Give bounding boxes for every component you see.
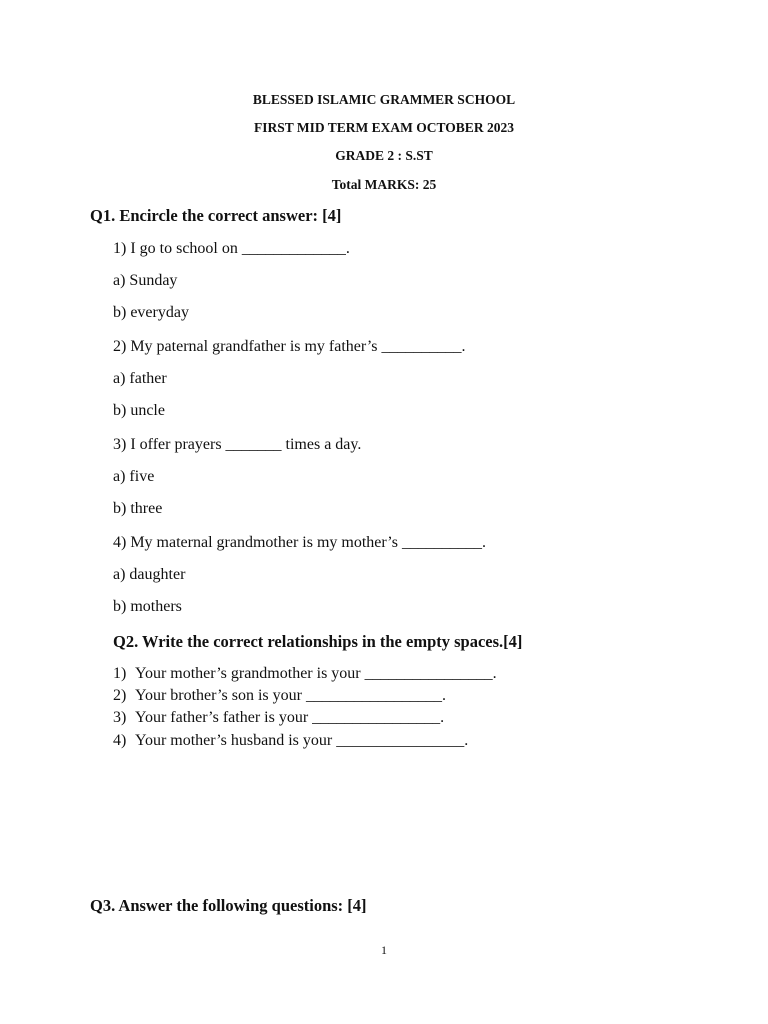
grade-subject: GRADE 2 : S.ST [335,148,433,163]
q2-item-4-number: 4) [113,732,127,749]
q2-item-2 [113,687,446,705]
q1-item-3-option-b: b) three [113,500,163,517]
q1-item-4-option-b: b) mothers [113,598,182,615]
q1-item-3-question: 3) I offer prayers _______ times a day. [113,436,362,453]
q2-item-3-text: Your father’s father is your ________________. [135,709,445,726]
q3-title: Q3. Answer the following questions: [4] [90,896,367,915]
q2-item-1-text: Your mother’s grandmother is your ________________. [135,665,497,682]
q1-item-4-option-a: a) daughter [113,566,186,583]
q1-item-2-question: 2) My paternal grandfather is my father’s __________. [113,338,466,355]
q2-item-3 [113,709,444,727]
page-number: 1 [381,943,387,957]
q2-item-4-text: Your mother’s husband is your ________________. [135,732,469,749]
q1-item-3-option-a: a) five [113,468,155,485]
q1-item-1-option-b: b) everyday [113,304,189,321]
q1-title: Q1. Encircle the correct answer: [4] [90,206,342,225]
q1-item-2-option-b: b) uncle [113,402,165,419]
total-marks: Total MARKS: 25 [331,177,437,192]
q1-item-1-option-a: a) Sunday [113,272,178,289]
q1-item-1-question: 1) I go to school on _____________. [113,240,350,257]
q2-item-4 [113,732,468,750]
q1-item-2-option-a: a) father [113,370,167,387]
school-name: BLESSED ISLAMIC GRAMMER SCHOOL [252,92,516,107]
q1-item-4-question: 4) My maternal grandmother is my mother’s __________. [113,534,486,551]
q2-item-1-number: 1) [113,665,127,682]
q2-item-2-number: 2) [113,687,127,704]
q2-item-3-number: 3) [113,709,127,726]
exam-title: FIRST MID TERM EXAM OCTOBER 2023 [254,120,514,135]
q2-item-1 [113,665,497,683]
q2-item-2-text: Your brother’s son is your _________________. [135,687,446,704]
q2-title: Q2. Write the correct relationships in the empty spaces.[4] [113,632,523,651]
